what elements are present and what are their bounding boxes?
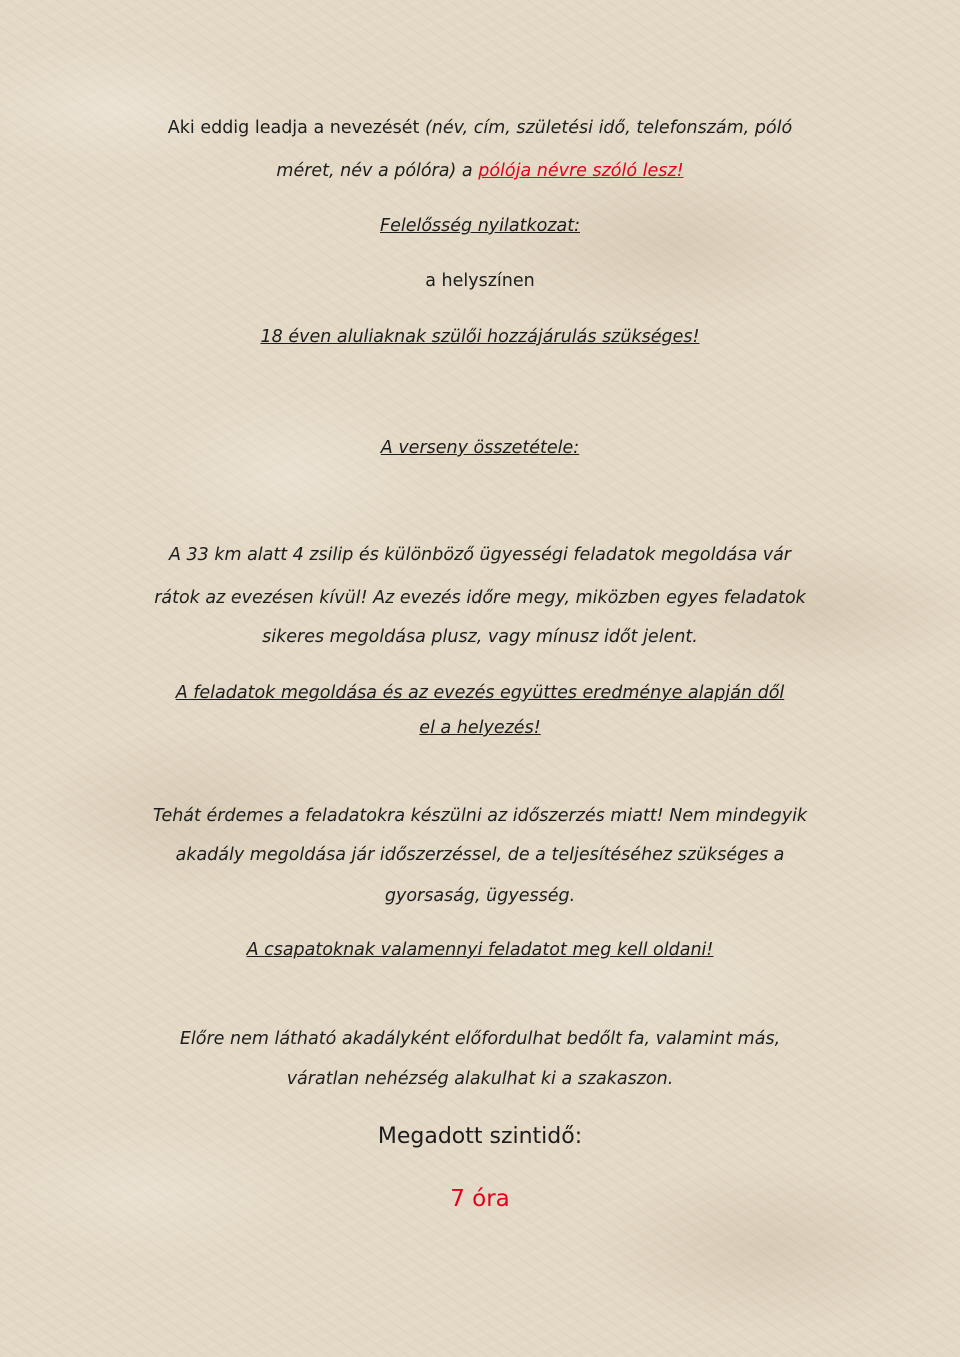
composition-p3-line3: gyorsaság, ügyesség. — [384, 886, 576, 906]
liability-place: a helyszínen — [425, 271, 535, 291]
composition-p1-line2: rátok az evezésen kívül! Az evezés időre megy, miközben egyes feladatok — [154, 588, 806, 608]
registration-details: (név, cím, születési idő, telefonszám, póló — [419, 118, 793, 138]
composition-p3-line1: Tehát érdemes a feladatokra készülni az időszerzés miatt! Nem mindegyik — [152, 806, 808, 826]
liability-title: Felelősség nyilatkozat: — [380, 216, 580, 236]
composition-p5-line1: Előre nem látható akadályként előfordulhat bedőlt fa, valamint más, — [179, 1029, 781, 1049]
composition-p1-line1: A 33 km alatt 4 zsilip és különböző ügyességi feladatok megoldása vár — [168, 545, 792, 565]
liability-minors: 18 éven aluliaknak szülői hozzájárulás szükséges! — [260, 327, 700, 347]
registration-details-cont: méret, név a pólóra) a — [276, 161, 479, 181]
composition-p5-line2: váratlan nehézség alakulhat ki a szakaszon. — [286, 1069, 674, 1089]
registration-line-1 — [0, 118, 960, 138]
composition-p2-line1: A feladatok megoldása és az evezés együttes eredménye alapján dől — [175, 683, 785, 703]
time-title: Megadott szintidő: — [377, 1124, 583, 1149]
composition-p3-line2: akadály megoldása jár időszerzéssel, de a teljesítéséhez szükséges a — [175, 845, 785, 865]
composition-p2-line2: el a helyezés! — [419, 718, 541, 738]
time-value: 7 óra — [450, 1186, 510, 1212]
composition-title: A verseny összetétele: — [380, 438, 580, 458]
registration-line-2 — [0, 161, 960, 181]
registration-text: Aki eddig leadja a nevezését — [167, 118, 420, 138]
composition-p4: A csapatoknak valamennyi feladatot meg kell oldani! — [246, 940, 714, 960]
shirt-note: pólója névre szóló lesz! — [478, 161, 684, 181]
composition-p1-line3: sikeres megoldása plusz, vagy mínusz időt jelent. — [262, 627, 698, 647]
